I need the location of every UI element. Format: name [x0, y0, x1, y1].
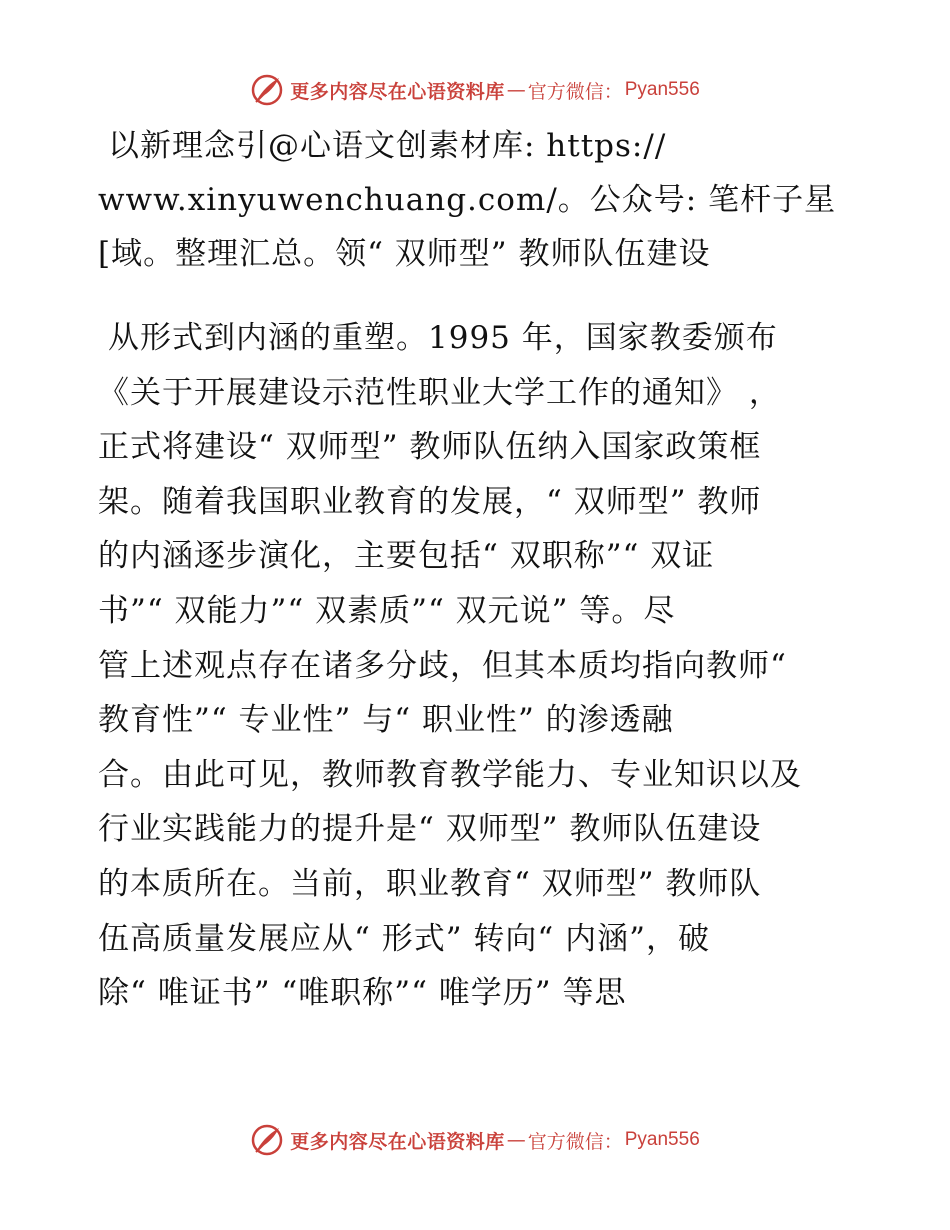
watermark-wechat-id: Pyan556 [624, 1129, 700, 1150]
feather-quill-logo-icon [250, 73, 284, 107]
text-line: 架。随着我国职业教育的发展，“ 双师型” 教师 [98, 483, 762, 520]
text-line: 以新理念引@心语文创素材库: https:// [108, 128, 667, 164]
text-line: 除“ 唯证书” “唯职称”“ 唯学历” 等思 [98, 975, 627, 1012]
text-line: 从形式到内涵的重塑。1995 年，国家教委颁布 [108, 320, 778, 356]
text-line: 行业实践能力的提升是“ 双师型” 教师队伍建设 [98, 811, 762, 848]
footer-watermark [0, 1122, 950, 1158]
watermark-wechat-id: Pyan556 [624, 79, 700, 100]
feather-quill-logo-icon [250, 1123, 284, 1157]
watermark-main-text: 更多内容尽在心语资料库 [290, 1130, 505, 1153]
text-line: 合。由此可见，教师教育教学能力、专业知识以及 [98, 756, 802, 793]
text-line: 《关于开展建设示范性职业大学工作的通知》 ， [98, 374, 781, 411]
main-paragraph [98, 318, 858, 1028]
watermark-dash: — [506, 79, 526, 101]
text-line: [域。整理汇总。领“ 双师型” 教师队伍建设 [98, 236, 711, 272]
text-line: 教育性”“ 专业性” 与“ 职业性” 的渗透融 [98, 702, 674, 739]
text-line: 的本质所在。当前，职业教育“ 双师型” 教师队 [98, 865, 762, 902]
text-line: www.xinyuwenchuang.com/。公众号: 笔杆子星 [98, 182, 837, 218]
watermark-main-text: 更多内容尽在心语资料库 [290, 80, 505, 103]
intro-paragraph [98, 126, 858, 288]
watermark-dash: — [506, 1129, 526, 1151]
text-line: 的内涵逐步演化，主要包括“ 双职称”“ 双证 [98, 538, 715, 575]
text-line: 正式将建设“ 双师型” 教师队伍纳入国家政策框 [98, 429, 762, 466]
text-line: 管上述观点存在诸多分歧，但其本质均指向教师“ [98, 647, 787, 684]
text-line: 书”“ 双能力”“ 双素质”“ 双元说” 等。尽 [98, 592, 676, 629]
header-watermark [0, 72, 950, 108]
watermark-wechat-label: 官方微信： [527, 80, 623, 103]
watermark-wechat-label: 官方微信： [527, 1130, 623, 1153]
text-line: 伍高质量发展应从“ 形式” 转向“ 内涵”，破 [98, 920, 710, 957]
